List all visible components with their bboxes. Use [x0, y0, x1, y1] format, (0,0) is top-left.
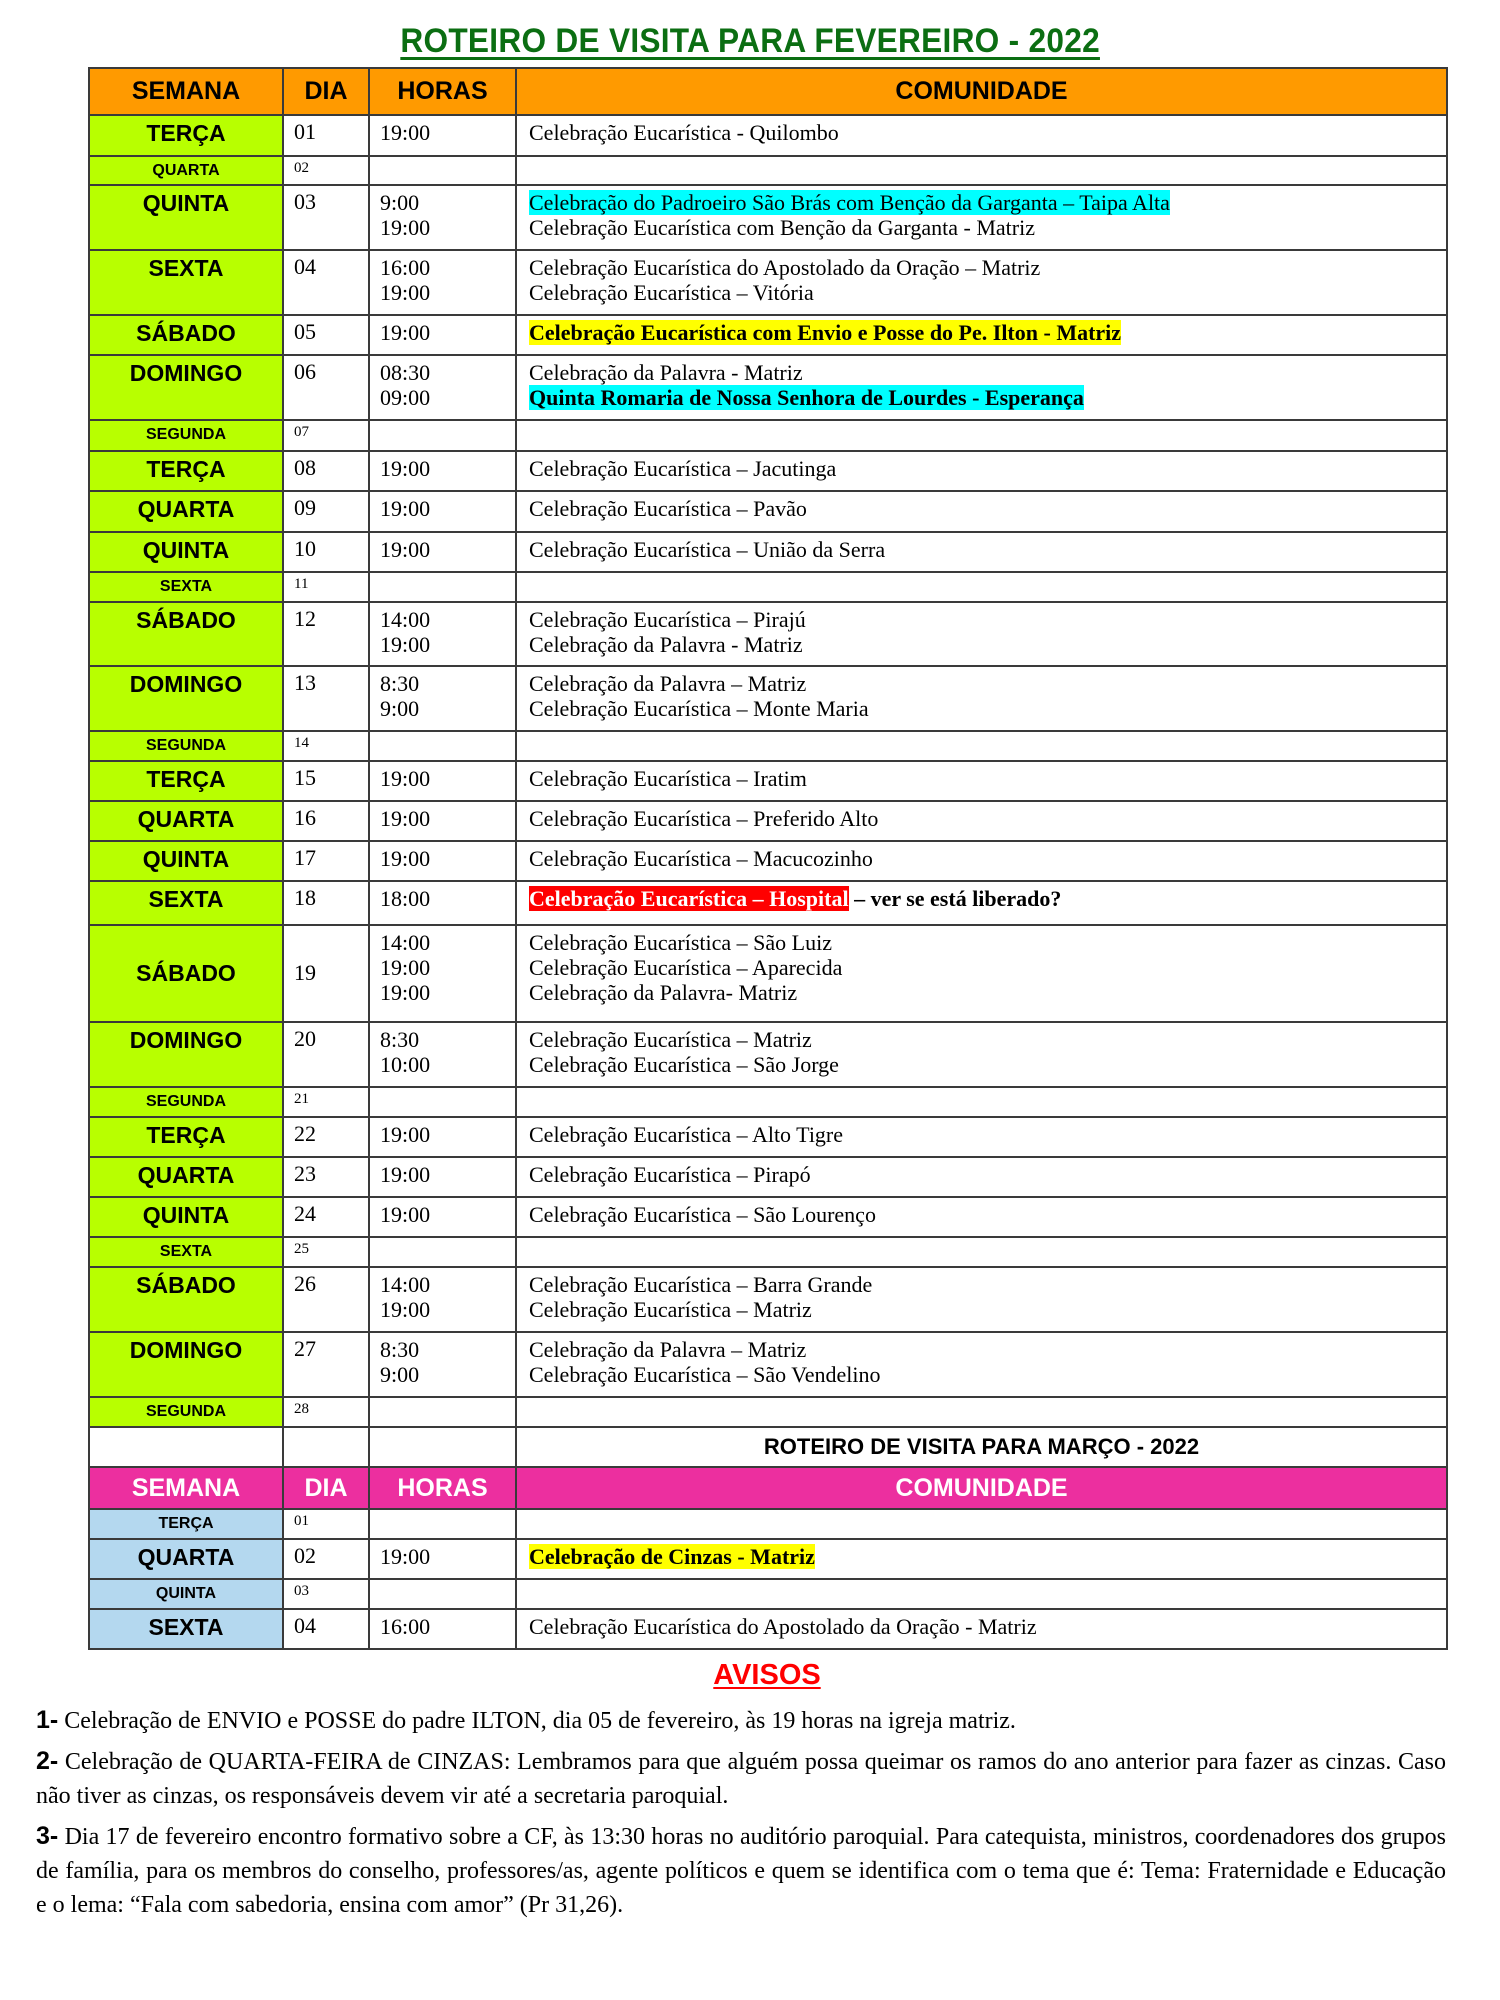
community-text: Celebração Eucarística – Preferido Alto: [529, 806, 879, 831]
community-text: Celebração Eucarística – São Luiz: [529, 930, 832, 955]
day-number-cell: 05: [283, 315, 369, 355]
community-text: Celebração Eucarística – Pirajú: [529, 607, 806, 632]
weekday-cell: TERÇA: [89, 1117, 283, 1157]
schedule-row: [89, 1022, 1447, 1087]
day-number-cell: 03: [283, 185, 369, 250]
community-cell: [516, 1157, 1447, 1197]
community-text: Celebração Eucarística – Jacutinga: [529, 456, 837, 481]
community-cell: [516, 115, 1447, 156]
community-text: Celebração Eucarística – São Lourenço: [529, 1202, 876, 1227]
community-entry: [529, 766, 1446, 791]
avisos-list: [36, 1703, 1446, 1928]
community-entry: [529, 320, 1446, 345]
hour-value: 8:30: [380, 1337, 420, 1362]
community-cell: [516, 761, 1447, 801]
community-text: Celebração da Palavra - Matriz: [529, 360, 803, 385]
community-entry: [529, 1052, 1446, 1077]
community-cell: [516, 1237, 1447, 1267]
day-number-cell: 19: [283, 925, 369, 1022]
community-cell: [516, 602, 1447, 666]
day-number-cell: 21: [283, 1087, 369, 1117]
aviso-text: Celebração de QUARTA-FEIRA de CINZAS: Lembramos para que alguém possa queimar os ramos do ano anterior para fazer as cinzas. Caso não tiver as cinzas, os responsáveis devem vir até a secretaria paroquial.: [36, 1749, 1447, 1809]
schedule-row: [89, 1237, 1447, 1267]
community-cell: [516, 925, 1447, 1022]
weekday-cell: DOMINGO: [89, 1022, 283, 1087]
community-text: Celebração da Palavra - Matriz: [529, 632, 803, 657]
community-cell: [516, 1397, 1447, 1427]
weekday-cell: QUINTA: [89, 185, 283, 250]
day-number-cell: 20: [283, 1022, 369, 1087]
community-entry: [529, 1272, 1446, 1297]
schedule-row: [89, 532, 1447, 572]
weekday-cell: TERÇA: [89, 451, 283, 491]
hour-value: 19:00: [380, 1162, 431, 1187]
community-text: Celebração Eucarística – Pirapó: [529, 1162, 811, 1187]
day-number-cell: 12: [283, 602, 369, 666]
weekday-cell: QUARTA: [89, 1539, 283, 1579]
day-number-cell: 04: [283, 1609, 369, 1649]
community-cell: [516, 1087, 1447, 1117]
hours-cell: [369, 881, 516, 925]
header-horas: HORAS: [369, 68, 516, 115]
community-entry: [529, 1027, 1446, 1052]
schedule-row: [89, 761, 1447, 801]
schedule-row: [89, 801, 1447, 841]
schedule-row: [89, 451, 1447, 491]
day-number-cell: 23: [283, 1157, 369, 1197]
community-text: Celebração Eucarística – Iratim: [529, 766, 807, 791]
community-cell: [516, 841, 1447, 881]
schedule-row: [89, 731, 1447, 761]
header-horas: HORAS: [369, 1467, 516, 1509]
hour-value: 19:00: [380, 1544, 431, 1569]
community-entry: [529, 385, 1446, 410]
hour-value: 16:00: [380, 1614, 431, 1639]
hours-cell: [369, 491, 516, 532]
hour-value: 19:00: [380, 120, 431, 145]
hours-cell: [369, 1579, 516, 1609]
community-text: Celebração Eucarística – Barra Grande: [529, 1272, 873, 1297]
hour-value: 10:00: [380, 1052, 431, 1077]
community-text: Celebração Eucarística – São Jorge: [529, 1052, 839, 1077]
schedule-row: [89, 1157, 1447, 1197]
hour-value: 14:00: [380, 607, 431, 632]
weekday-cell: SÁBADO: [89, 1267, 283, 1332]
schedule-row: [89, 666, 1447, 731]
community-entry: [529, 886, 1446, 911]
day-number-cell: 03: [283, 1579, 369, 1609]
day-number-cell: 26: [283, 1267, 369, 1332]
hours-cell: [369, 115, 516, 156]
february-header-row: [89, 68, 1447, 115]
empty-cell: [369, 1427, 516, 1467]
hour-value: 19:00: [380, 766, 431, 791]
aviso-item: [36, 1703, 1446, 1738]
day-number-cell: 04: [283, 250, 369, 315]
community-cell: [516, 156, 1447, 185]
community-entry: [529, 1337, 1446, 1362]
hours-cell: [369, 1267, 516, 1332]
community-text: Celebração do Padroeiro São Brás com Benção da Garganta – Taipa Alta: [529, 190, 1170, 215]
hour-value: 19:00: [380, 806, 431, 831]
hour-value: 19:00: [380, 320, 431, 345]
community-cell: [516, 572, 1447, 602]
community-entry: [529, 1614, 1446, 1639]
schedule-row: [89, 491, 1447, 532]
community-text: Celebração Eucarística - Quilombo: [529, 120, 839, 145]
hour-value: 08:30: [380, 360, 431, 385]
community-entry: [529, 632, 1446, 657]
day-number-cell: 14: [283, 731, 369, 761]
header-semana: SEMANA: [89, 68, 283, 115]
community-entry: [529, 360, 1446, 385]
community-entry: [529, 537, 1446, 562]
schedule-row: [89, 355, 1447, 420]
schedule-row: [89, 602, 1447, 666]
hours-cell: [369, 1087, 516, 1117]
hour-value: 9:00: [380, 696, 420, 721]
community-cell: [516, 491, 1447, 532]
hours-cell: [369, 841, 516, 881]
community-entry: [529, 806, 1446, 831]
community-text: Celebração Eucarística – Macucozinho: [529, 846, 873, 871]
day-number-cell: 01: [283, 1509, 369, 1539]
schedule-row: [89, 1117, 1447, 1157]
weekday-cell: DOMINGO: [89, 1332, 283, 1397]
community-entry: [529, 1162, 1446, 1187]
weekday-cell: QUINTA: [89, 1579, 283, 1609]
hour-value: 14:00: [380, 930, 431, 955]
day-number-cell: 08: [283, 451, 369, 491]
hours-cell: [369, 250, 516, 315]
avisos-title: AVISOS: [713, 1659, 821, 1691]
day-number-cell: 01: [283, 115, 369, 156]
hours-cell: [369, 666, 516, 731]
hours-cell: [369, 185, 516, 250]
hour-value: 19:00: [380, 632, 431, 657]
page-title-wrap: [0, 22, 1500, 61]
march-title-row: [89, 1427, 1447, 1467]
hours-cell: [369, 1539, 516, 1579]
schedule-row: [89, 1397, 1447, 1427]
aviso-item: [36, 1819, 1446, 1922]
header-semana: SEMANA: [89, 1467, 283, 1509]
community-cell: [516, 250, 1447, 315]
march-header-row: [89, 1467, 1447, 1509]
weekday-cell: SÁBADO: [89, 602, 283, 666]
empty-cell: [283, 1427, 369, 1467]
weekday-cell: SEGUNDA: [89, 731, 283, 761]
hour-value: 19:00: [380, 980, 431, 1005]
weekday-cell: SEXTA: [89, 1609, 283, 1649]
aviso-text: Celebração de ENVIO e POSSE do padre ILTON, dia 05 de fevereiro, às 19 horas na igreja matriz.: [64, 1708, 1016, 1734]
day-number-cell: 10: [283, 532, 369, 572]
hours-cell: [369, 1197, 516, 1237]
weekday-cell: SEGUNDA: [89, 1397, 283, 1427]
hour-value: 19:00: [380, 1297, 431, 1322]
day-number-cell: 09: [283, 491, 369, 532]
hours-cell: [369, 1117, 516, 1157]
header-dia: DIA: [283, 1467, 369, 1509]
community-cell: [516, 315, 1447, 355]
community-cell: [516, 881, 1447, 925]
day-number-cell: 15: [283, 761, 369, 801]
hour-value: 16:00: [380, 255, 431, 280]
community-entry: [529, 215, 1446, 240]
weekday-cell: QUARTA: [89, 491, 283, 532]
day-number-cell: 17: [283, 841, 369, 881]
hours-cell: [369, 761, 516, 801]
community-text: Celebração Eucarística do Apostolado da Oração – Matriz: [529, 255, 1041, 280]
weekday-cell: SEXTA: [89, 1237, 283, 1267]
community-text: Celebração Eucarística – Vitória: [529, 280, 814, 305]
community-entry: [529, 280, 1446, 305]
community-text: Quinta Romaria de Nossa Senhora de Lourdes - Esperança: [529, 385, 1084, 410]
weekday-cell: DOMINGO: [89, 355, 283, 420]
community-text: Celebração Eucarística – Matriz: [529, 1027, 812, 1052]
hours-cell: [369, 315, 516, 355]
weekday-cell: SEXTA: [89, 881, 283, 925]
hours-cell: [369, 156, 516, 185]
avisos-title-wrap: [88, 1659, 1446, 1692]
weekday-cell: SEXTA: [89, 250, 283, 315]
weekday-cell: SEXTA: [89, 572, 283, 602]
community-cell: [516, 420, 1447, 451]
hour-value: 9:00: [380, 1362, 420, 1387]
weekday-cell: TERÇA: [89, 115, 283, 156]
schedule-row: [89, 1609, 1447, 1649]
weekday-cell: TERÇA: [89, 761, 283, 801]
community-entry: [529, 1122, 1446, 1147]
community-cell: [516, 355, 1447, 420]
community-cell: [516, 666, 1447, 731]
community-text: Celebração Eucarística com Envio e Posse do Pe. Ilton - Matriz: [529, 320, 1122, 345]
community-entry: [529, 846, 1446, 871]
hour-value: 19:00: [380, 215, 431, 240]
schedule-row: [89, 250, 1447, 315]
community-cell: [516, 731, 1447, 761]
schedule-row: [89, 1087, 1447, 1117]
community-cell: [516, 801, 1447, 841]
day-number-cell: 06: [283, 355, 369, 420]
weekday-cell: DOMINGO: [89, 666, 283, 731]
community-cell: [516, 1332, 1447, 1397]
hours-cell: [369, 1157, 516, 1197]
aviso-number: 1-: [36, 1706, 59, 1734]
day-number-cell: 13: [283, 666, 369, 731]
header-comunidade: COMUNIDADE: [516, 68, 1447, 115]
community-cell: [516, 1117, 1447, 1157]
community-entry: [529, 955, 1446, 980]
day-number-cell: 25: [283, 1237, 369, 1267]
community-text: Celebração Eucarística – União da Serra: [529, 537, 886, 562]
community-text: Celebração Eucarística – Pavão: [529, 496, 807, 521]
community-text: Celebração Eucarística – São Vendelino: [529, 1362, 881, 1387]
weekday-cell: TERÇA: [89, 1509, 283, 1539]
weekday-cell: SEGUNDA: [89, 420, 283, 451]
community-entry: [529, 1362, 1446, 1387]
weekday-cell: QUARTA: [89, 801, 283, 841]
hours-cell: [369, 355, 516, 420]
aviso-number: 2-: [36, 1747, 59, 1775]
day-number-cell: 22: [283, 1117, 369, 1157]
day-number-cell: 02: [283, 1539, 369, 1579]
community-entry: [529, 671, 1446, 696]
hour-value: 18:00: [380, 886, 431, 911]
schedule-row: [89, 1509, 1447, 1539]
community-entry: [529, 696, 1446, 721]
hours-cell: [369, 420, 516, 451]
community-text: Celebração de Cinzas - Matriz: [529, 1544, 815, 1569]
empty-cell: [89, 1427, 283, 1467]
hour-value: 8:30: [380, 671, 420, 696]
schedule-row: [89, 1267, 1447, 1332]
schedule-row: [89, 841, 1447, 881]
weekday-cell: QUINTA: [89, 532, 283, 572]
schedule-row: [89, 1332, 1447, 1397]
hours-cell: [369, 731, 516, 761]
schedule-row: [89, 115, 1447, 156]
community-note: – ver se está liberado?: [848, 886, 1062, 911]
hours-cell: [369, 1237, 516, 1267]
weekday-cell: QUINTA: [89, 1197, 283, 1237]
weekday-cell: SÁBADO: [89, 925, 283, 1022]
community-cell: [516, 532, 1447, 572]
community-cell: [516, 1509, 1447, 1539]
community-text: Celebração da Palavra – Matriz: [529, 671, 807, 696]
community-entry: [529, 255, 1446, 280]
hour-value: 9:00: [380, 190, 420, 215]
aviso-number: 3-: [36, 1822, 59, 1850]
day-number-cell: 24: [283, 1197, 369, 1237]
schedule-row: [89, 185, 1447, 250]
community-text: Celebração Eucarística com Benção da Garganta - Matriz: [529, 215, 1035, 240]
weekday-cell: QUARTA: [89, 156, 283, 185]
day-number-cell: 18: [283, 881, 369, 925]
community-entry: [529, 1544, 1446, 1569]
day-number-cell: 11: [283, 572, 369, 602]
community-cell: [516, 1539, 1447, 1579]
community-cell: [516, 451, 1447, 491]
hour-value: 19:00: [380, 456, 431, 481]
schedule-row: [89, 1197, 1447, 1237]
community-cell: [516, 1197, 1447, 1237]
schedule-row: [89, 156, 1447, 185]
schedule-row: [89, 1579, 1447, 1609]
hours-cell: [369, 1609, 516, 1649]
community-text: Celebração Eucarística – Matriz: [529, 1297, 812, 1322]
community-entry: [529, 930, 1446, 955]
community-entry: [529, 456, 1446, 481]
aviso-text: Dia 17 de fevereiro encontro formativo sobre a CF, às 13:30 horas no auditório paroquial. Para catequista, ministros, coordenadores dos grupos de família, para os membros do conselho, professores/as, agente políticos e quem se identifica com o tema que é: Tema: Fraternidade e Educação e o lema: “Fala com sabedoria, ensina com amor” (Pr 31,26).: [36, 1824, 1447, 1918]
schedule-row: [89, 881, 1447, 925]
day-number-cell: 07: [283, 420, 369, 451]
day-number-cell: 28: [283, 1397, 369, 1427]
hour-value: 19:00: [380, 496, 431, 521]
weekday-cell: QUINTA: [89, 841, 283, 881]
aviso-item: [36, 1744, 1446, 1813]
hour-value: 14:00: [380, 1272, 431, 1297]
hour-value: 09:00: [380, 385, 431, 410]
schedule-row: [89, 315, 1447, 355]
weekday-cell: QUARTA: [89, 1157, 283, 1197]
community-cell: [516, 1267, 1447, 1332]
hours-cell: [369, 925, 516, 1022]
page-title: ROTEIRO DE VISITA PARA FEVEREIRO - 2022: [400, 22, 1100, 60]
community-entry: [529, 120, 1446, 145]
day-number-cell: 27: [283, 1332, 369, 1397]
schedule-row: [89, 925, 1447, 1022]
community-cell: [516, 185, 1447, 250]
community-cell: [516, 1022, 1447, 1087]
hour-value: 19:00: [380, 1202, 431, 1227]
community-text: Celebração Eucarística do Apostolado da Oração - Matriz: [529, 1614, 1037, 1639]
hours-cell: [369, 801, 516, 841]
hour-value: 19:00: [380, 537, 431, 562]
day-number-cell: 16: [283, 801, 369, 841]
community-entry: [529, 1297, 1446, 1322]
hours-cell: [369, 1509, 516, 1539]
hours-cell: [369, 1397, 516, 1427]
community-cell: [516, 1579, 1447, 1609]
day-number-cell: 02: [283, 156, 369, 185]
hours-cell: [369, 1332, 516, 1397]
community-text: Celebração Eucarística – Alto Tigre: [529, 1122, 844, 1147]
hours-cell: [369, 602, 516, 666]
hours-cell: [369, 572, 516, 602]
community-entry: [529, 980, 1446, 1005]
header-dia: DIA: [283, 68, 369, 115]
hour-value: 8:30: [380, 1027, 420, 1052]
community-text: Celebração da Palavra- Matriz: [529, 980, 798, 1005]
header-comunidade: COMUNIDADE: [516, 1467, 1447, 1509]
weekday-cell: SÁBADO: [89, 315, 283, 355]
schedule-row: [89, 572, 1447, 602]
community-text: Celebração Eucarística – Hospital: [529, 886, 849, 911]
hour-value: 19:00: [380, 280, 431, 305]
schedule-row: [89, 420, 1447, 451]
community-entry: [529, 496, 1446, 521]
schedule-row: [89, 1539, 1447, 1579]
hours-cell: [369, 451, 516, 491]
community-entry: [529, 190, 1446, 215]
weekday-cell: SEGUNDA: [89, 1087, 283, 1117]
community-text: Celebração Eucarística – Aparecida: [529, 955, 843, 980]
hours-cell: [369, 532, 516, 572]
community-text: Celebração Eucarística – Monte Maria: [529, 696, 869, 721]
community-entry: [529, 607, 1446, 632]
schedule-table: [88, 67, 1448, 1650]
hours-cell: [369, 1022, 516, 1087]
community-text: Celebração da Palavra – Matriz: [529, 1337, 807, 1362]
march-title: ROTEIRO DE VISITA PARA MARÇO - 2022: [516, 1427, 1447, 1467]
community-entry: [529, 1202, 1446, 1227]
hour-value: 19:00: [380, 955, 431, 980]
community-cell: [516, 1609, 1447, 1649]
hour-value: 19:00: [380, 1122, 431, 1147]
hour-value: 19:00: [380, 846, 431, 871]
